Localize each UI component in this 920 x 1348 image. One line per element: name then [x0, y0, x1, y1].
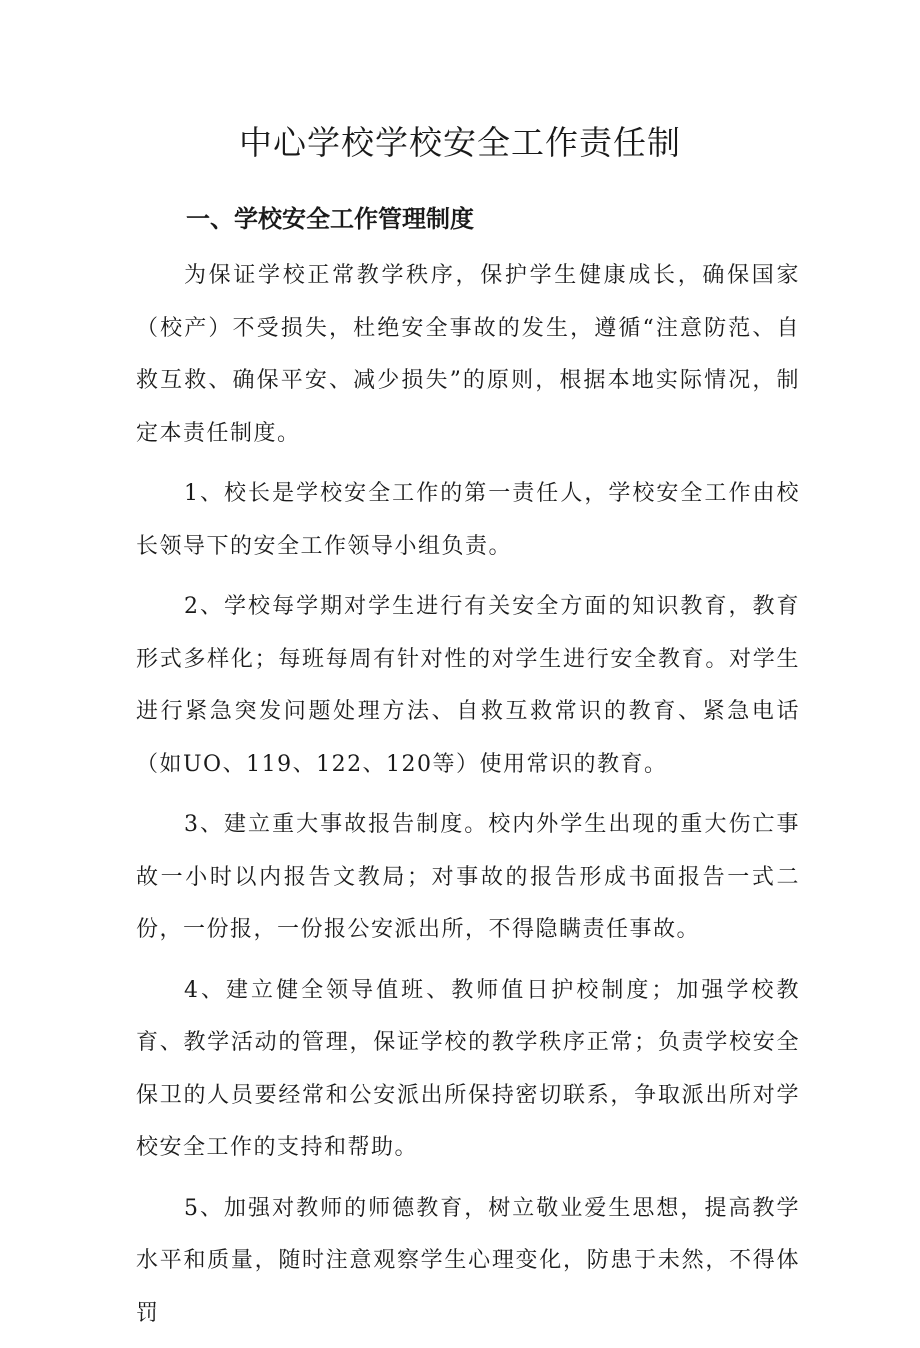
- section-heading: 一、学校安全工作管理制度: [186, 205, 474, 233]
- paragraph-item-2: 2、学校每学期对学生进行有关安全方面的知识教育，教育形式多样化；每班每周有针对性的对学生进行安全教育。对学生进行紧急突发问题处理方法、自救互救常识的教育、紧急电话（如UO、119、122、120等）使用常识的教育。: [136, 594, 800, 777]
- paragraph-item-3: 3、建立重大事故报告制度。校内外学生出现的重大伤亡事故一小时以内报告文教局；对事故的报告形成书面报告一式二份，一份报，一份报公安派出所，不得隐瞒责任事故。: [136, 812, 800, 942]
- paragraph-item-1: 1、校长是学校安全工作的第一责任人，学校安全工作由校长领导下的安全工作领导小组负责。: [136, 481, 800, 559]
- paragraph-intro: 为保证学校正常教学秩序，保护学生健康成长，确保国家（校产）不受损失，杜绝安全事故的发生，遵循“注意防范、自救互救、确保平安、减少损失”的原则，根据本地实际情况，制定本责任制度。: [136, 263, 800, 446]
- document-title: 中心学校学校安全工作责任制: [239, 123, 681, 162]
- paragraph-item-5: 5、加强对教师的师德教育，树立敬业爱生思想，提高教学水平和质量，随时注意观察学生心理变化，防患于未然，不得体罚: [136, 1195, 800, 1326]
- paragraph-item-4: 4、建立健全领导值班、教师值日护校制度；加强学校教育、教学活动的管理，保证学校的教学秩序正常；负责学校安全保卫的人员要经常和公安派出所保持密切联系，争取派出所对学校安全工作的支持和帮助。: [136, 977, 800, 1160]
- document-body: [136, 250, 800, 1348]
